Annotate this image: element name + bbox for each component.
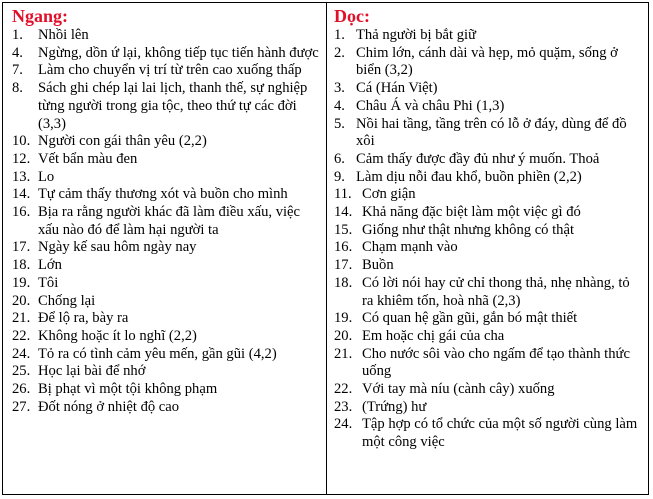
down-clue-number: 15. — [334, 221, 353, 238]
across-clue-list — [12, 27, 320, 416]
across-clue-text: Sách ghi chép lại lai lịch, thanh thế, sự nghiệp từng người trong gia tộc, theo thứ tự các đời (3,3) — [38, 80, 308, 132]
down-clue-text: Cơn giận — [362, 186, 416, 203]
down-clue-text: Chim lớn, cánh dài và hẹp, mỏ quặm, sống ở biển (3,2) — [356, 44, 618, 79]
across-heading: Ngang: — [12, 6, 69, 26]
down-clue — [334, 239, 644, 257]
across-clue — [12, 328, 320, 346]
down-clue-text: Chạm mạnh vào — [362, 239, 458, 256]
down-clue-number: 22. — [334, 381, 353, 398]
down-clue-text: Cảm thấy được đầy đủ như ý muốn. Thoả — [356, 150, 600, 167]
down-clue — [334, 222, 644, 240]
across-clue-text: Ngừng, dồn ứ lại, không tiếp tục tiến hành được — [38, 44, 319, 61]
down-clue — [334, 310, 644, 328]
across-clue-number: 13. — [12, 168, 31, 185]
across-clue-text: Bịa ra rằng người khác đã làm điều xấu, việc xấu nào đó để làm hại người ta — [38, 204, 301, 238]
across-clue-number: 12. — [12, 150, 31, 167]
down-clue-text: Khả năng đặc biệt làm một việc gì đó — [362, 204, 581, 221]
crossword-clues-table — [2, 2, 649, 495]
down-clue — [334, 169, 644, 187]
across-clue-number: 27. — [12, 398, 31, 415]
across-clue-text: Đốt nóng ở nhiệt độ cao — [38, 398, 180, 415]
across-clue-number: 20. — [12, 292, 31, 309]
down-clue — [334, 186, 644, 204]
down-clue-text: Cho nước sôi vào cho ngấm để tạo thành thức uống — [362, 345, 630, 380]
across-clue-text: Tự cảm thấy thương xót và buồn cho mình — [38, 186, 288, 203]
down-clue-text: Buồn — [362, 257, 394, 274]
across-clue — [12, 239, 320, 257]
down-clue — [334, 416, 644, 451]
down-clue-number: 14. — [334, 204, 353, 221]
down-clue-number: 6. — [334, 150, 345, 167]
down-clue-number: 11. — [334, 186, 352, 203]
across-clue-number: 16. — [12, 204, 31, 221]
down-clue-number: 9. — [334, 168, 345, 185]
down-clue-text: Với tay mà níu (cành cây) xuống — [362, 381, 555, 398]
down-clue-text: Tập hợp có tổ chức của một số người cùng làm một công việc — [362, 416, 638, 451]
down-clue-number: 20. — [334, 327, 353, 344]
down-clue — [334, 381, 644, 399]
across-clue-number: 7. — [12, 62, 23, 79]
down-clue — [334, 27, 644, 45]
down-clue-text: Có quan hệ gần gũi, gắn bó mật thiết — [362, 310, 578, 327]
down-clue — [334, 328, 644, 346]
down-heading: Dọc: — [334, 6, 370, 26]
across-clue-number: 21. — [12, 310, 31, 327]
across-clue — [12, 186, 320, 204]
across-clue — [12, 310, 320, 328]
down-clue-number: 18. — [334, 274, 353, 291]
down-clue-text: Châu Á và châu Phi (1,3) — [356, 97, 505, 114]
across-clue-text: Người con gái thân yêu (2,2) — [38, 133, 207, 150]
across-clue-number: 22. — [12, 327, 31, 344]
across-clue-text: Tỏ ra có tình cảm yêu mến, gần gũi (4,2) — [38, 345, 277, 362]
down-clue — [334, 45, 644, 80]
across-clue-text: Chống lại — [38, 292, 96, 309]
across-clue-number: 25. — [12, 363, 31, 380]
down-clue-number: 1. — [334, 27, 345, 43]
down-clue-text: Em hoặc chị gái của cha — [362, 327, 505, 344]
across-clue — [12, 257, 320, 275]
across-clue-text: Bị phạt vì một tội không phạm — [38, 381, 218, 398]
across-clue-number: 17. — [12, 239, 31, 256]
across-clue — [12, 62, 320, 80]
across-clue — [12, 204, 320, 239]
down-clue-text: (Trứng) hư — [362, 398, 427, 415]
across-clue-number: 24. — [12, 345, 31, 362]
across-clue — [12, 399, 320, 417]
down-clue-list — [334, 27, 644, 452]
across-clue-text: Ngày kế sau hôm ngày nay — [38, 239, 197, 256]
across-clue — [12, 381, 320, 399]
down-clue-number: 16. — [334, 239, 353, 256]
across-clue-text: Tôi — [38, 274, 59, 291]
down-clue-text: Cá (Hán Việt) — [356, 80, 438, 97]
down-clue — [334, 204, 644, 222]
across-clue — [12, 133, 320, 151]
across-column — [3, 3, 327, 494]
down-clue — [334, 399, 644, 417]
down-clue-text: Thả người bị bắt giữ — [356, 27, 476, 43]
across-clue — [12, 169, 320, 187]
down-clue-number: 24. — [334, 416, 353, 433]
down-clue — [334, 80, 644, 98]
across-clue-number: 26. — [12, 381, 31, 398]
down-clue — [334, 98, 644, 116]
across-clue-number: 8. — [12, 80, 23, 97]
across-clue-text: Không hoặc ít lo nghĩ (2,2) — [38, 327, 197, 344]
across-clue-text: Vết bẩn màu đen — [38, 150, 138, 167]
down-clue-number: 21. — [334, 345, 353, 362]
across-clue — [12, 151, 320, 169]
across-clue — [12, 346, 320, 364]
down-clue — [334, 275, 644, 310]
across-clue-text: Học lại bài để nhớ — [38, 363, 146, 380]
down-clue — [334, 151, 644, 169]
across-clue-number: 4. — [12, 44, 23, 61]
down-clue-number: 2. — [334, 44, 345, 61]
across-clue — [12, 275, 320, 293]
down-clue-text: Nồi hai tầng, tầng trên có lỗ ở đáy, dùng để đồ xôi — [356, 115, 627, 150]
down-clue — [334, 116, 644, 151]
across-clue — [12, 27, 320, 45]
down-clue-text: Làm dịu nỗi đau khổ, buồn phiền (2,2) — [356, 168, 582, 185]
down-clue-number: 19. — [334, 310, 353, 327]
down-clue — [334, 346, 644, 381]
down-column — [327, 3, 648, 494]
down-clue — [334, 257, 644, 275]
across-clue-number: 19. — [12, 274, 31, 291]
down-clue-number: 5. — [334, 115, 345, 132]
down-clue-number: 23. — [334, 398, 353, 415]
across-clue-text: Làm cho chuyển vị trí từ trên cao xuống thấp — [38, 62, 302, 79]
down-clue-number: 17. — [334, 257, 353, 274]
down-clue-text: Có lời nói hay cử chỉ thong thả, nhẹ nhàng, tỏ ra khiêm tốn, hoà nhã (2,3) — [362, 274, 630, 309]
across-clue — [12, 80, 320, 133]
across-clue — [12, 45, 320, 63]
across-clue — [12, 363, 320, 381]
across-clue-text: Lo — [38, 168, 55, 185]
across-clue-text: Nhồi lên — [38, 27, 89, 43]
down-clue-number: 3. — [334, 80, 345, 97]
down-clue-text: Giống như thật nhưng không có thật — [362, 221, 575, 238]
down-clue-number: 4. — [334, 97, 345, 114]
across-clue-text: Lớn — [38, 257, 62, 274]
across-clue-text: Để lộ ra, bày ra — [38, 310, 129, 327]
across-clue-number: 10. — [12, 133, 31, 150]
across-clue-number: 14. — [12, 186, 31, 203]
across-clue-number: 18. — [12, 257, 31, 274]
across-clue-number: 1. — [12, 27, 23, 43]
across-clue — [12, 293, 320, 311]
